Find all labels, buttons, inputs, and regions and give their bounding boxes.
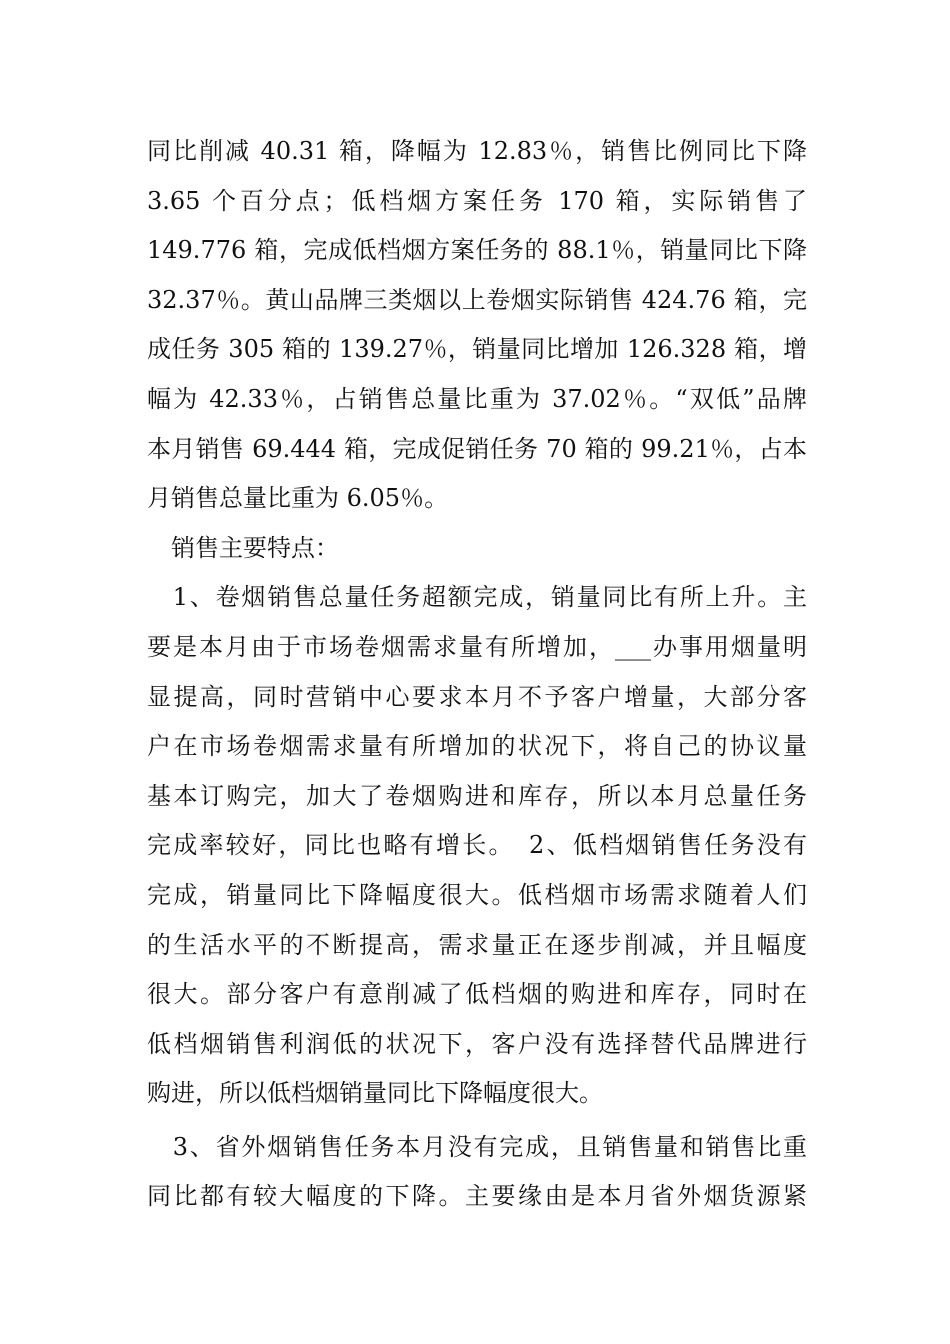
text-line: 户在市场卷烟需求量有所增加的状况下，将自己的协议量 <box>147 732 807 761</box>
text-line: 3、省外烟销售任务本月没有完成，且销售量和销售比重 <box>147 1132 807 1161</box>
text-line: 1、卷烟销售总量任务超额完成，销量同比有所上升。主 <box>147 583 807 612</box>
text-line: 的生活水平的不断提高，需求量正在逐步削减，并且幅度 <box>147 930 807 959</box>
text-line: 32.37％。黄山品牌三类烟以上卷烟实际销售 424.76 箱，完 <box>147 285 807 314</box>
document-body <box>147 127 807 1222</box>
text-line: 很大。部分客户有意削减了低档烟的购进和库存，同时在 <box>147 980 807 1009</box>
text-line: 幅为 42.33％，占销售总量比重为 37.02％。“双低”品牌 <box>147 384 807 413</box>
text-line: 要是本月由于市场卷烟需求量有所增加，___办事用烟量明 <box>147 632 807 661</box>
text-line: 完成率较好，同比也略有增长。 2、低档烟销售任务没有 <box>147 831 807 860</box>
text-line: 本月销售 69.444 箱，完成促销任务 70 箱的 99.21％，占本 <box>147 434 807 463</box>
text-line: 同比都有较大幅度的下降。主要缘由是本月省外烟货源紧 <box>147 1182 807 1211</box>
text-line: 149.776 箱，完成低档烟方案任务的 88.1％，销量同比下降 <box>147 236 807 265</box>
text-line: 完成，销量同比下降幅度很大。低档烟市场需求随着人们 <box>147 880 807 909</box>
text-line: 3.65 个百分点；低档烟方案任务 170 箱，实际销售了 <box>147 186 807 215</box>
text-line: 基本订购完，加大了卷烟购进和库存，所以本月总量任务 <box>147 781 807 810</box>
text-line: 显提高，同时营销中心要求本月不予客户增量，大部分客 <box>147 682 807 711</box>
text-line: 购进，所以低档烟销量同比下降幅度很大。 <box>147 1079 603 1108</box>
paragraph-sales-summary <box>147 127 807 524</box>
text-line: 月销售总量比重为 6.05％。 <box>147 484 449 513</box>
text-line: 成任务 305 箱的 139.27％，销量同比增加 126.328 箱，增 <box>147 335 807 364</box>
text-line: 低档烟销售利润低的状况下，客户没有选择替代品牌进行 <box>147 1029 807 1058</box>
text-line: 同比削减 40.31 箱，降幅为 12.83％，销售比例同比下降 <box>147 137 807 165</box>
paragraph-features-3 <box>147 1123 807 1222</box>
paragraph-features-1-2 <box>147 573 807 1119</box>
section-heading: 销售主要特点： <box>147 533 339 562</box>
